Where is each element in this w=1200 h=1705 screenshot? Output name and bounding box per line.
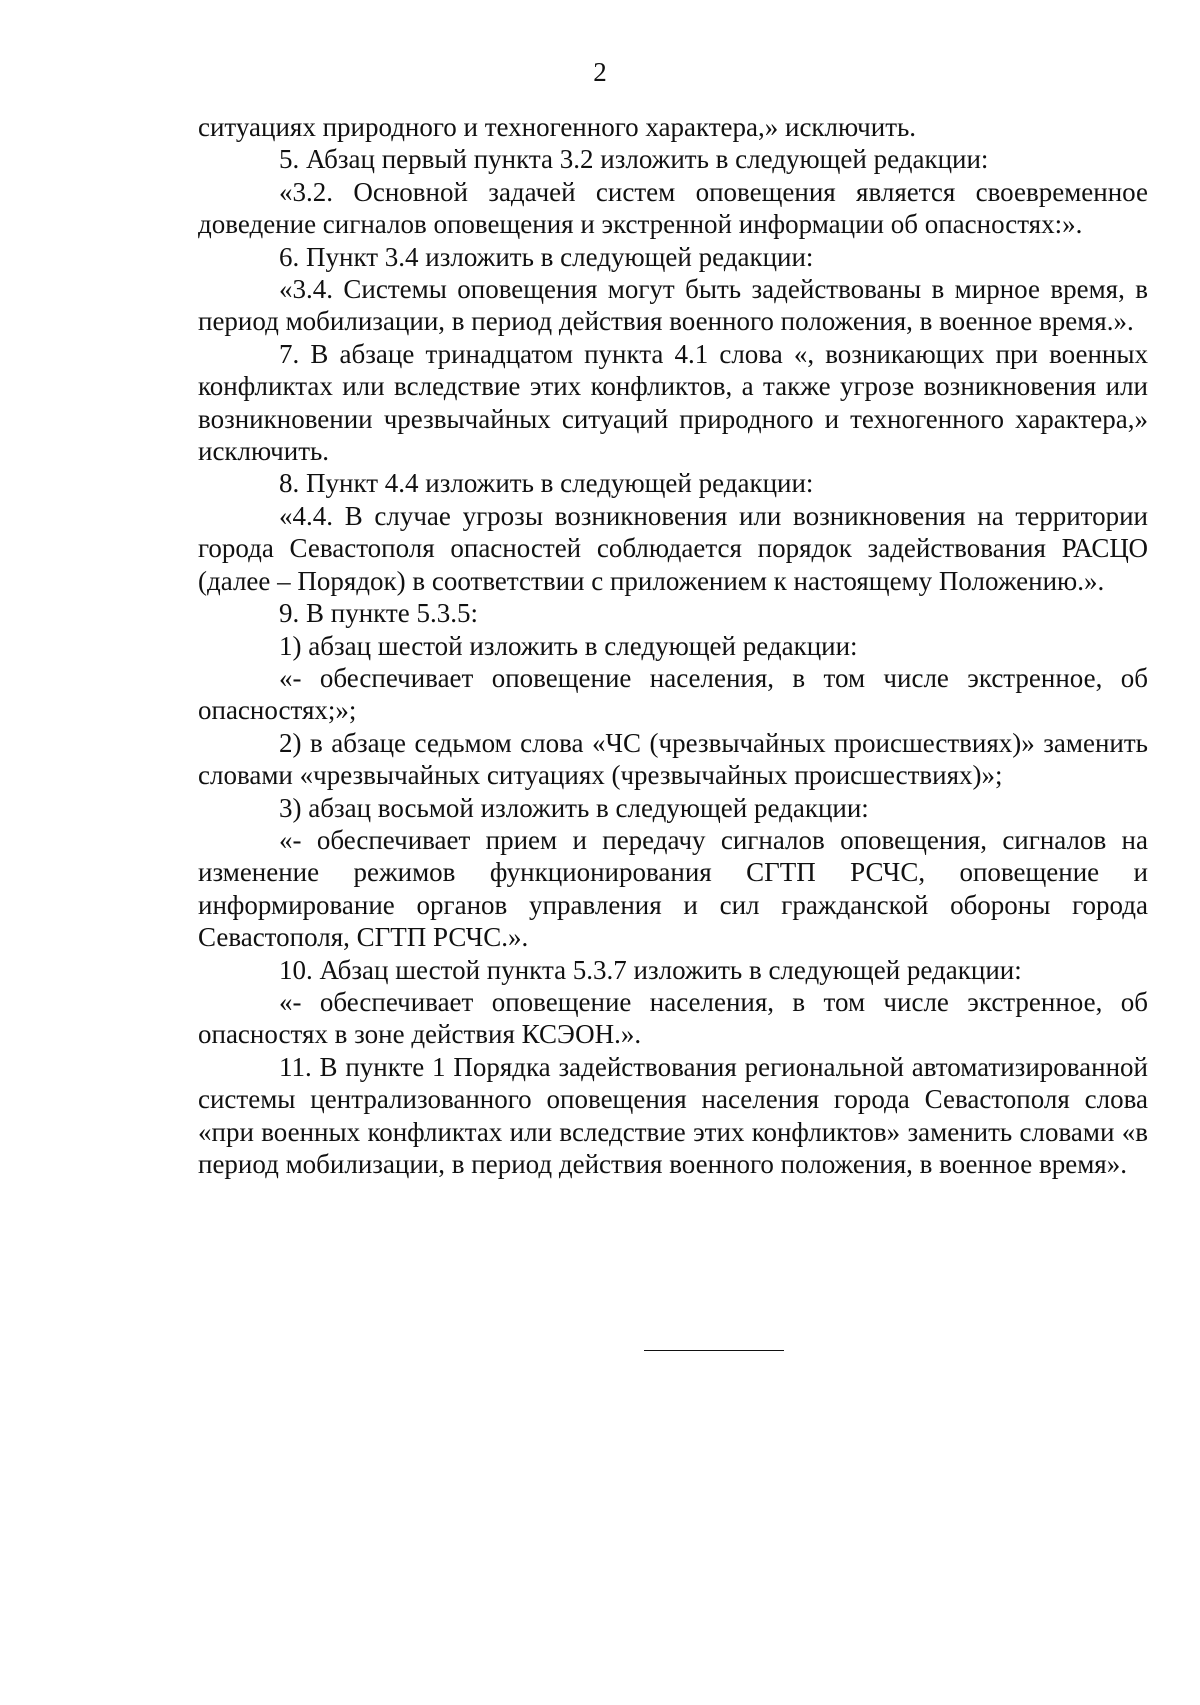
paragraph-quote-item-10: «- обеспечивает оповещение населения, в том числе экстренное, об опасностях в зоне действия КСЭОН.».: [198, 986, 1148, 1050]
end-divider-line: [644, 1350, 784, 1351]
page-number: 2: [593, 57, 607, 87]
paragraph-item-9: 9. В пункте 5.3.5:: [279, 598, 478, 629]
paragraph-quote-3-4: «3.4. Системы оповещения могут быть задействованы в мирное время, в период мобилизации, в период действия военного положения, в военное время.».: [198, 274, 1148, 337]
paragraph-subitem-2: 2) в абзаце седьмом слова «ЧС (чрезвычайных происшествиях)» заменить словами «чрезвычайных ситуациях (чрезвычайных происшествиях)»;: [198, 727, 1148, 791]
paragraph-item-5: 5. Абзац первый пункта 3.2 изложить в следующей редакции:: [279, 144, 989, 175]
paragraph-subitem-3: 3) абзац восьмой изложить в следующей редакции:: [279, 792, 869, 823]
paragraph-quote-subitem-3: «- обеспечивает прием и передачу сигналов оповещения, сигналов на изменение режимов функционирования СГТП РСЧС, оповещение и информирование органов управления и сил гражданской обороны города Севастополя, СГТП РСЧС.».: [198, 824, 1148, 953]
paragraph-item-7: 7. В абзаце тринадцатом пункта 4.1 слова «, возникающих при военных конфликтах или вследствие этих конфликтов, а также угрозе возникновения или возникновении чрезвычайных ситуаций природного и техногенного характера,» исключить.: [198, 338, 1148, 467]
paragraph-subitem-1: 1) абзац шестой изложить в следующей редакции:: [279, 630, 858, 661]
paragraph-continuation: ситуациях природного и техногенного характера,» исключить.: [198, 112, 917, 142]
paragraph-item-11: 11. В пункте 1 Порядка задействования региональной автоматизированной системы централизованного оповещения населения города Севастополя слова «при военных конфликтах или вследствие этих конфликтов» заменить словами «в период мобилизации, в период действия военного положения, в военное время».: [198, 1051, 1148, 1179]
paragraph-quote-subitem-1: «- обеспечивает оповещение населения, в том числе экстренное, об опасностях;»;: [198, 662, 1148, 726]
paragraph-quote-3-2: «3.2. Основной задачей систем оповещения является своевременное доведение сигналов оповещения и экстренной информации об опасностях:».: [198, 176, 1148, 240]
paragraph-quote-4-4: «4.4. В случае угрозы возникновения или возникновения на территории города Севастополя опасностей соблюдается порядок задействования РАСЦО (далее – Порядок) в соответствии с приложением к настоящему Положению.».: [198, 500, 1148, 596]
paragraph-item-10: 10. Абзац шестой пункта 5.3.7 изложить в следующей редакции:: [279, 954, 1022, 985]
paragraph-item-6: 6. Пункт 3.4 изложить в следующей редакции:: [279, 241, 814, 272]
document-body: [198, 111, 1148, 1180]
paragraph-item-8: 8. Пункт 4.4 изложить в следующей редакции:: [279, 468, 814, 499]
